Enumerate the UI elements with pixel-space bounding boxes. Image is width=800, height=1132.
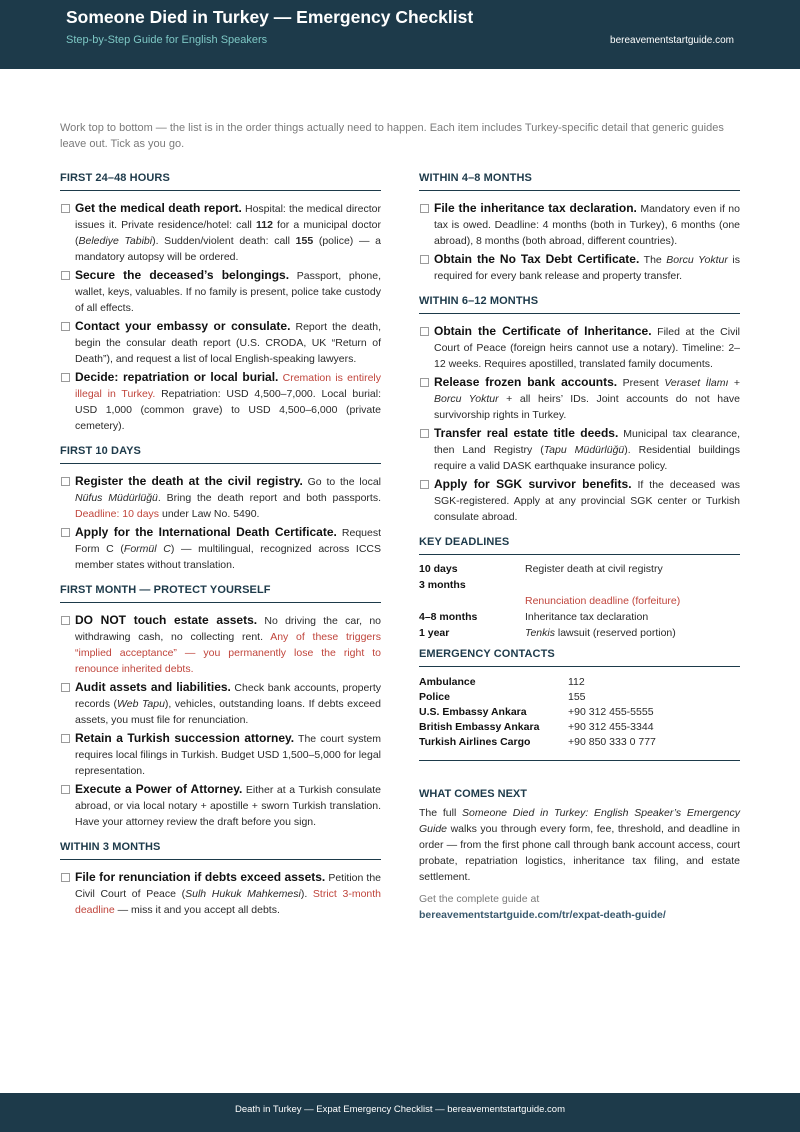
section-heading-within-6-12-months: WITHIN 6–12 MONTHS — [419, 295, 740, 314]
checklist-item — [419, 323, 740, 372]
section-heading-within-3-months: WITHIN 3 MONTHS — [60, 841, 381, 860]
checkbox[interactable] — [61, 616, 70, 625]
item-text: walks you through every form, fee, threshold, and deadline in order — from the first phone call through bank account access, court probate, repatriation logistics, inheritance tax filing, and estate settlement. — [419, 823, 740, 883]
page-title: Someone Died in Turkey — Emergency Checklist — [66, 7, 474, 27]
item-text: The court system requires local filings in Turkish. Budget USD 1,500–5,000 for legal representation. — [75, 733, 381, 777]
contact-name: British Embassy Ankara — [419, 721, 540, 733]
item-italic: Veraset İlamı — [664, 377, 729, 389]
item-title: Secure the deceased’s belongings. — [75, 268, 290, 282]
checklist-item — [419, 476, 740, 525]
item-text: is required for every bank release and property transfer. — [434, 254, 740, 282]
header-site: bereavementstartguide.com — [610, 35, 734, 46]
item-italic: Tapu Müdürlüğü — [543, 444, 625, 456]
item-text: ) — multilingual, recognized across ICCS member states without translation. — [75, 543, 381, 571]
item-text: Municipal tax clearance, then Land Registry ( — [434, 428, 740, 456]
item-title: Apply for SGK survivor benefits. — [434, 477, 632, 491]
checklist-item — [60, 730, 381, 779]
item-text: + — [728, 377, 740, 389]
section-heading-first-month: FIRST MONTH — PROTECT YOURSELF — [60, 584, 381, 603]
key-deadlines-table — [419, 561, 740, 641]
item-italic: Borcu Yoktur — [666, 254, 728, 266]
checkbox[interactable] — [61, 271, 70, 280]
item-text: The full — [419, 807, 463, 819]
table-row — [419, 735, 740, 750]
checkbox[interactable] — [420, 204, 429, 213]
item-italic: Borcu Yoktur — [434, 393, 499, 405]
page-footer — [0, 1093, 800, 1132]
contact-number: +90 312 455-5555 — [568, 706, 654, 718]
section-heading-first-10-days: FIRST 10 DAYS — [60, 445, 381, 464]
item-title: Obtain the No Tax Debt Certificate. — [434, 252, 640, 266]
checklist-item — [60, 781, 381, 830]
deadline-period: 10 days — [419, 563, 458, 575]
item-text: Report the death, begin the consular death report (U.S. CRODA, UK “Return of Death”), and request a list of local English-speaking lawyers. — [75, 321, 381, 365]
item-text: Check bank accounts, property records ( — [75, 682, 381, 710]
item-italic: Nüfus Müdürlüğü — [75, 492, 158, 504]
item-title: File the inheritance tax declaration. — [434, 201, 637, 215]
checkbox[interactable] — [420, 327, 429, 336]
checklist-item — [60, 369, 381, 434]
item-text: No driving the car, no withdrawing cash, no collecting rent. — [75, 615, 381, 643]
item-italic: Formül C — [123, 543, 171, 555]
contact-number: 155 — [568, 691, 586, 703]
item-bold: 155 — [295, 235, 314, 247]
footer-text: Death in Turkey — Expat Emergency Checklist — bereavementstartguide.com — [234, 1104, 565, 1115]
left-column — [60, 172, 381, 920]
item-title: Execute a Power of Attorney. — [75, 782, 243, 796]
deadline-action: Inheritance tax declaration — [525, 611, 649, 623]
guide-link[interactable]: bereavementstartguide.com/tr/expat-death-guide/ — [419, 909, 666, 921]
table-row — [419, 609, 740, 625]
checkbox[interactable] — [420, 255, 429, 264]
item-text: — miss it and you accept all debts. — [114, 904, 280, 916]
checkbox[interactable] — [61, 477, 70, 486]
item-text: Either at a Turkish consulate abroad, or via local notary + apostille + sworn Turkish translation. Have your attorney review the draft before you sign. — [75, 784, 381, 828]
table-row — [419, 675, 740, 690]
section-heading-emergency-contacts: EMERGENCY CONTACTS — [419, 648, 740, 667]
item-title: File for renunciation if debts exceed assets. — [75, 870, 326, 884]
item-text: . Bring the death report and both passports. — [157, 492, 382, 504]
item-bold: 112 — [256, 219, 273, 231]
item-italic: Tenkis — [525, 627, 555, 639]
item-title: Transfer real estate title deeds. — [434, 426, 619, 440]
checkbox[interactable] — [61, 322, 70, 331]
deadline-period: 1 year — [419, 627, 450, 639]
checkbox[interactable] — [61, 528, 70, 537]
checklist-item — [60, 318, 381, 367]
item-title: Decide: repatriation or local burial. — [75, 370, 279, 384]
contact-name: Police — [419, 691, 450, 703]
item-text: lawsuit (reserved portion) — [554, 627, 676, 639]
page-subtitle: Step-by-Step Guide for English Speakers — [66, 34, 268, 46]
item-text: ). Sudden/violent death: call — [152, 235, 296, 247]
item-title: Audit assets and liabilities. — [75, 680, 231, 694]
deadline-period: 3 months — [419, 579, 466, 591]
item-warning: Strict 3-month deadline — [75, 888, 381, 916]
intro-text: Work top to bottom — the list is in the order things actually need to happen. Each item includes Turkey-specific detail that generic guides leave out. Tick as you go. — [60, 122, 724, 150]
item-text: Passport, phone, wallet, keys, valuables. If no family is present, police take custody of all effects. — [75, 270, 381, 314]
item-warning: Cremation is entirely illegal in Turkey. — [75, 372, 382, 400]
item-text: + all heirs’ IDs. Joint accounts do not have survivorship rights in Turkey. — [434, 393, 740, 421]
item-text: Request Form C ( — [75, 527, 381, 555]
item-text: Hospital: the medical director issues it. Private residence/hotel: call — [75, 203, 381, 231]
checkbox[interactable] — [61, 734, 70, 743]
table-row — [419, 561, 740, 577]
checklist-item — [419, 425, 740, 474]
item-text: ). Residential buildings require a valid DASK earthquake insurance policy. — [434, 444, 740, 472]
section-heading-first-24-48: FIRST 24–48 HOURS — [60, 172, 381, 191]
checklist-item — [419, 251, 740, 284]
section-heading-within-4-8-months: WITHIN 4–8 MONTHS — [419, 172, 740, 191]
item-warning: Any of these triggers “implied acceptance” — you permanently lose the right to renounce inherited debts. — [75, 631, 381, 675]
emergency-contacts-table — [419, 675, 740, 750]
section-heading-what-comes-next: WHAT COMES NEXT — [419, 788, 527, 800]
guide-title: Someone Died in Turkey: English Speaker’s Emergency Guide — [419, 807, 740, 835]
section-heading-key-deadlines: KEY DEADLINES — [419, 536, 740, 555]
checklist-item — [60, 612, 381, 677]
checklist-item — [60, 267, 381, 316]
item-text: under Law No. 5490. — [159, 508, 260, 520]
item-text: Petition the Civil Court of Peace ( — [75, 872, 381, 900]
item-title: Get the medical death report. — [75, 201, 242, 215]
deadline-action: Register death at civil registry — [525, 563, 663, 575]
checkbox[interactable] — [61, 204, 70, 213]
page-header — [0, 0, 800, 69]
item-text: Filed at the Civil Court of Peace (foreign heirs cannot use a notary). Timeline: 2–12 weeks. Requires apostilled, translated family documents. — [434, 326, 740, 370]
get-guide-label: Get the complete guide at — [419, 893, 540, 905]
item-text: ), vehicles, outstanding loans. If debts exceed assets, you must file for renunciation. — [75, 698, 381, 726]
item-title: Release frozen bank accounts. — [434, 375, 618, 389]
item-title: Register the death at the civil registry. — [75, 474, 303, 488]
checklist-item — [60, 524, 381, 573]
contact-name: Ambulance — [419, 676, 476, 688]
item-title: Contact your embassy or consulate. — [75, 319, 291, 333]
deadline-period: 4–8 months — [419, 611, 478, 623]
checkbox[interactable] — [61, 873, 70, 882]
checkbox[interactable] — [61, 373, 70, 382]
item-text: Go to the local — [302, 476, 381, 488]
contact-number: +90 850 333 0 777 — [568, 736, 656, 748]
right-column — [419, 172, 740, 923]
checkbox[interactable] — [61, 683, 70, 692]
checklist-item — [60, 200, 381, 265]
contact-number: 112 — [568, 676, 585, 688]
checklist-item — [60, 473, 381, 522]
item-text: Present — [617, 377, 665, 389]
table-row — [419, 720, 740, 735]
checklist-item — [419, 374, 740, 423]
item-text: (police) — a mandatory autopsy will be ordered. — [75, 235, 381, 263]
table-row — [419, 625, 740, 641]
contact-name: U.S. Embassy Ankara — [419, 706, 527, 718]
item-text: Mandatory even if no tax is owed. Deadline: 4 months (both in Turkey), 6 months (one abroad), 8 months (both abroad, different countries). — [434, 203, 740, 247]
checkbox[interactable] — [61, 785, 70, 794]
item-title: Apply for the International Death Certificate. — [75, 525, 337, 539]
checklist-item — [60, 679, 381, 728]
what-next-text — [419, 805, 740, 885]
item-text: ). — [300, 888, 313, 900]
item-italic: Belediye Tabibi — [78, 235, 153, 247]
item-title: Obtain the Certificate of Inheritance. — [434, 324, 652, 338]
contact-name: Turkish Airlines Cargo — [419, 736, 531, 748]
item-warning: Deadline: 10 days — [75, 508, 160, 520]
divider — [419, 760, 740, 761]
checklist-item — [419, 200, 740, 249]
checklist-item — [60, 869, 381, 918]
item-text: for a municipal doctor ( — [75, 219, 381, 247]
deadline-action — [525, 625, 740, 641]
contact-number: +90 312 455-3344 — [568, 721, 654, 733]
item-italic: Web Tapu — [117, 698, 165, 710]
item-italic: Sulh Hukuk Mahkemesi — [185, 888, 301, 900]
item-title: DO NOT touch estate assets. — [75, 613, 258, 627]
checkbox[interactable] — [420, 429, 429, 438]
table-row — [419, 705, 740, 720]
checkbox[interactable] — [420, 480, 429, 489]
item-title: Retain a Turkish succession attorney. — [75, 731, 295, 745]
item-text: The — [639, 254, 667, 266]
table-row — [419, 690, 740, 705]
table-row — [419, 577, 740, 609]
item-text: Repatriation: USD 4,500–7,000. Local burial: USD 1,000 (common grave) to USD 4,500–6,000 (private cemetery). — [75, 388, 381, 432]
item-text: If the deceased was SGK-registered. Apply at any provincial SGK center or Turkish consulate abroad. — [434, 479, 740, 523]
deadline-action: Renunciation deadline (forfeiture) — [525, 595, 681, 607]
checkbox[interactable] — [420, 378, 429, 387]
